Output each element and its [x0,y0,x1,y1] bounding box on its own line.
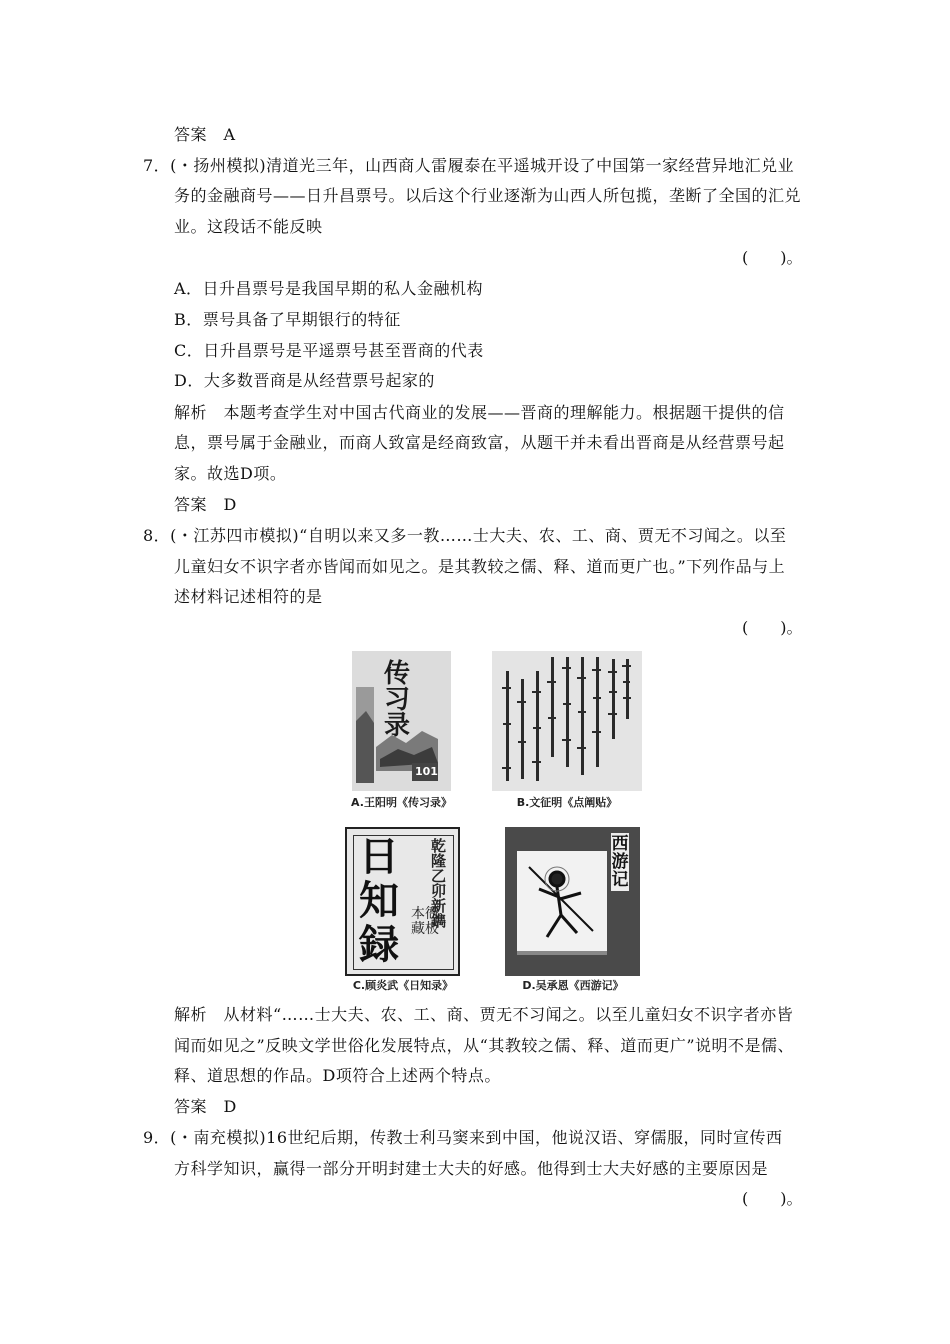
figure-c-title: 日知録 [359,833,399,968]
q8-line-1: 8．(・江苏四市模拟)“自明以来又多一教……士大夫、农、工、商、贾无不习闻之。以至 [143,526,787,545]
figure-a-caption: A.王阳明《传习录》 [351,796,452,809]
q7-explanation-1: 解析 本题考查学生对中国古代商业的发展——晋商的理解能力。根据题干提供的信 [174,403,785,422]
q9-line-1: 9．(・南充模拟)16世纪后期，传教士利马窦来到中国，他说汉语、穿儒服，同时宣传西 [143,1128,783,1147]
figure-d-book-cover [505,827,640,976]
q8-line-2: 儿童妇女不识字者亦皆闻而如见之。是其教较之儒、释、道而更广也。”下列作品与上 [174,557,786,576]
figure-c-side-text-2: 本衙藏板 [411,906,439,937]
q7-option-b: B．票号具备了早期银行的特征 [174,310,401,329]
q7-line-3: 业。这段话不能反映 [174,217,323,236]
figure-c-caption: C.顾炎武《日知录》 [352,979,454,992]
figure-a-book-cover [352,651,451,791]
q9-answer-paren: ( )。 [742,1189,803,1208]
q7-explanation-3: 家。故选D项。 [174,464,287,483]
q7-line-1: 7．(・扬州模拟)清道光三年，山西商人雷履泰在平遥城开设了中国第一家经营异地汇兑业 [143,156,795,175]
q8-explanation-1: 解析 从材料“……士大夫、农、工、商、贾无不习闻之。以至儿童妇女不识字者亦皆 [174,1005,794,1024]
answer-a: 答案 A [174,125,236,144]
q7-answer: 答案 D [174,495,237,514]
figure-b-caption: B.文征明《点阐贴》 [516,796,618,809]
q7-explanation-2: 息，票号属于金融业，而商人致富是经商致富，从题干并未看出晋商是从经营票号起 [174,433,785,452]
figure-a-cover-title: 传习录 [384,659,411,741]
q8-explanation-2: 闻而如见之”反映文学世俗化发展特点，从“其教较之儒、释、道而更广”说明不是儒、 [174,1036,795,1055]
figure-a-cover-number: 101 [415,765,438,778]
figure-c-side-text: 乾隆乙卯新鐫 [431,837,447,930]
figure-d-cover-title: 西游记 [611,834,629,890]
q8-answer-paren: ( )。 [742,618,803,637]
q9-line-2: 方科学知识，赢得一部分开明封建士大夫的好感。他得到士大夫好感的主要原因是 [174,1159,769,1178]
q8-answer: 答案 D [174,1097,237,1116]
q7-option-a: A．日升昌票号是我国早期的私人金融机构 [174,279,484,298]
figure-b-calligraphy [492,651,642,791]
q7-option-c: C．日升昌票号是平遥票号甚至晋商的代表 [174,341,484,360]
q8-line-3: 述材料记述相符的是 [174,587,323,606]
q7-line-2: 务的金融商号——日升昌票号。以后这个行业逐渐为山西人所包揽，垄断了全国的汇兑 [174,186,802,205]
q7-option-d: D．大多数晋商是从经营票号起家的 [174,371,435,390]
q8-explanation-3: 释、道思想的作品。D项符合上述两个特点。 [174,1066,501,1085]
q7-answer-paren: ( )。 [742,248,803,267]
figure-d-caption: D.吴承恩《西游记》 [522,979,624,992]
figure-c-title-page [345,827,460,976]
